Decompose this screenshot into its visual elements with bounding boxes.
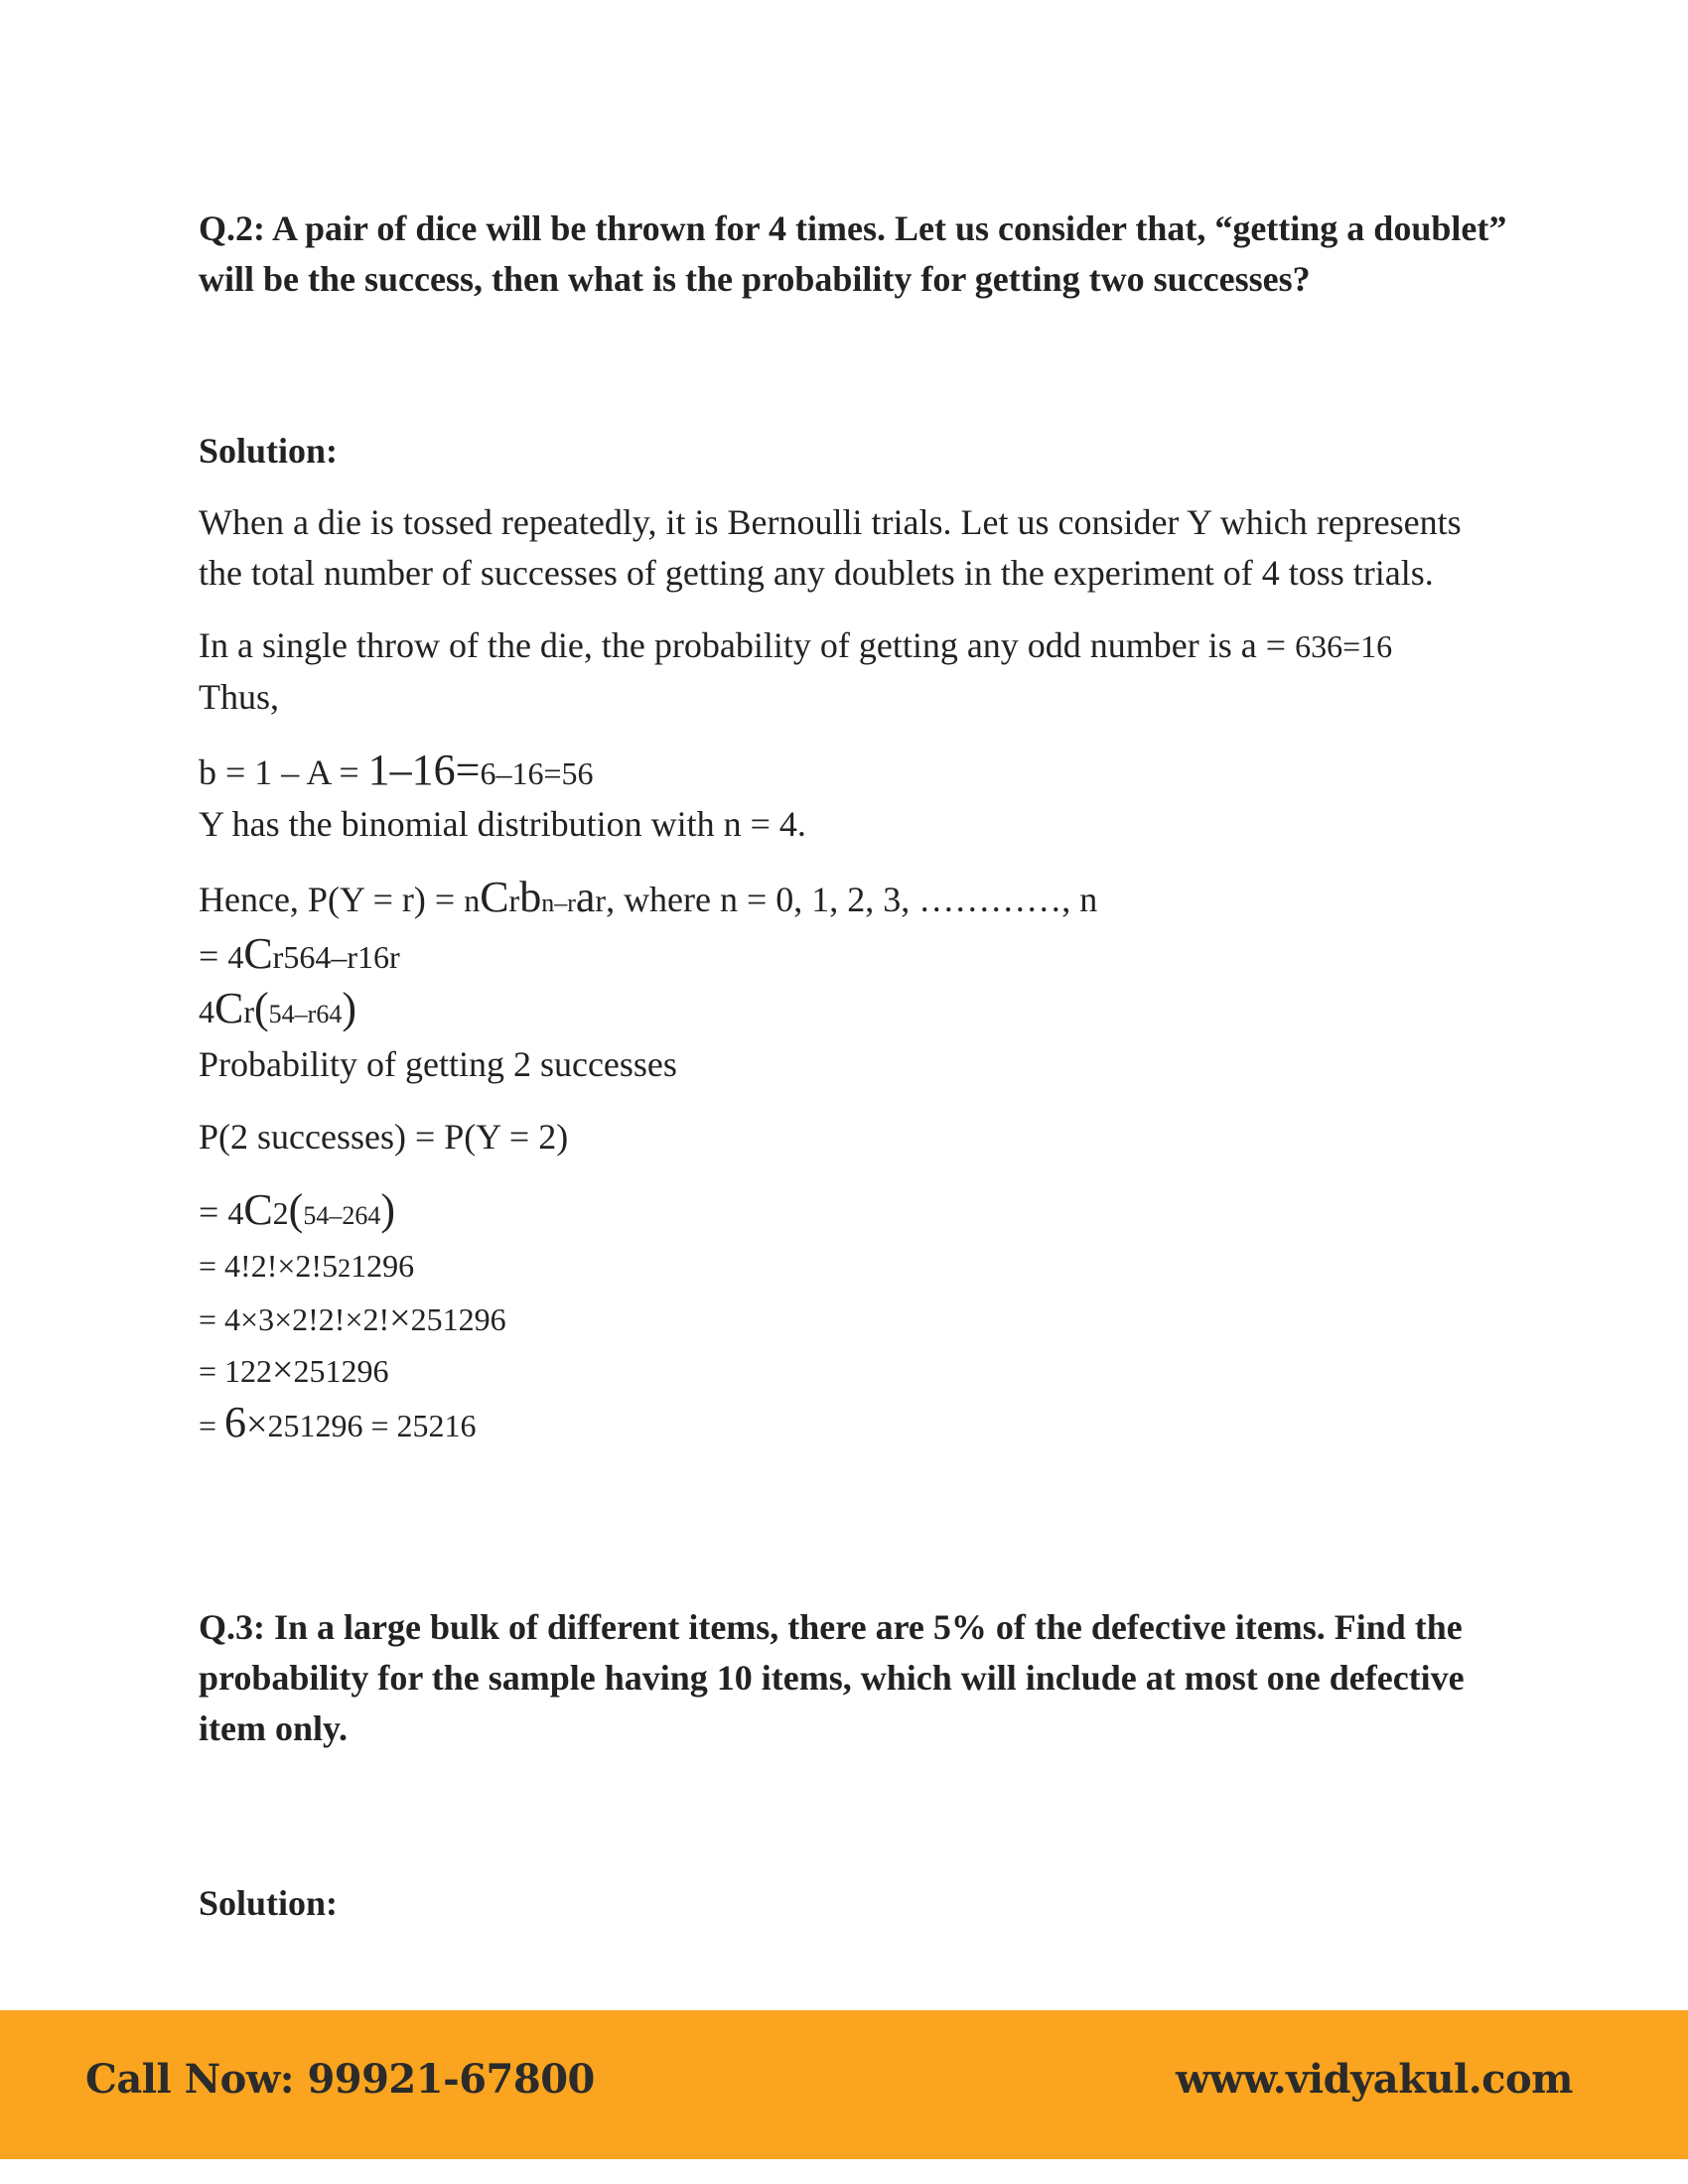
solution-paragraph-bernoulli: When a die is tossed repeatedly, it is Bernoulli trials. Let us consider Y which represents the total number of successes of getting any doublets in the experiment of 4 toss trials.	[199, 502, 1462, 593]
eq2-close-paren: )	[342, 984, 356, 1032]
b-equation-prefix: b = 1 – A =	[199, 752, 368, 792]
step5-b: 251296 = 25216	[267, 1408, 477, 1443]
hence-suffix: , where n = 0, 1, 2, 3, …………, n	[606, 880, 1098, 919]
step-line-4	[199, 1345, 1509, 1397]
bottom-margin	[0, 2159, 1688, 2184]
spacer	[199, 1451, 1509, 1602]
step-line-5	[199, 1397, 1509, 1451]
eq2-C: C	[214, 984, 244, 1032]
hence-C: C	[480, 873, 509, 921]
spacer	[199, 305, 1509, 426]
b-equation-line	[199, 745, 1509, 799]
website-link[interactable]: www.vidyakul.com	[1175, 2056, 1573, 2103]
step1-close-paren: )	[380, 1185, 395, 1234]
spacer	[199, 1162, 1509, 1184]
solution-heading-q2: Solution:	[199, 431, 339, 471]
eq2-four: 4	[199, 994, 214, 1029]
hence-r: r	[508, 883, 520, 918]
b-equation-big: 1–16=	[367, 746, 481, 794]
binomial-distribution-line: Y has the binomial distribution with n = 4.	[199, 804, 806, 844]
eq1-prefix: =	[199, 936, 228, 976]
page-content	[199, 204, 1509, 1928]
step5-a: =	[199, 1408, 225, 1443]
question-3: Q.3: In a large bulk of different items, there are 5% of the defective items. Find the probability for the sample having 10 items, which will include at most one defective item only.	[199, 1607, 1465, 1748]
step5-six: 6	[224, 1398, 247, 1446]
step1-four: 4	[227, 1195, 244, 1231]
hence-exponent-1: n–r	[541, 888, 576, 917]
eq1-C: C	[243, 929, 273, 978]
hence-formula-line	[199, 872, 1509, 928]
step2-a: = 4!2!×2!5	[199, 1248, 339, 1284]
eq2-inner: 54–r64	[268, 1000, 343, 1028]
solution-paragraph-single-throw	[199, 620, 1509, 723]
spacer	[199, 1754, 1509, 1878]
spacer	[199, 1090, 1509, 1112]
equation-line-2	[199, 983, 1509, 1039]
eq2-open-paren: (	[254, 984, 269, 1032]
hence-a: a	[575, 873, 596, 921]
equation-line-1	[199, 928, 1509, 983]
spacer	[199, 850, 1509, 872]
step2-sub: 2	[338, 1254, 352, 1283]
step1-prefix: =	[199, 1192, 228, 1232]
step2-b: 1296	[351, 1248, 415, 1284]
step1-two: 2	[272, 1195, 289, 1231]
step-line-1	[199, 1184, 1509, 1241]
hence-exponent-2: r	[595, 883, 607, 918]
eq1-rest: r564–r16r	[272, 939, 400, 975]
spacer	[199, 476, 1509, 497]
hence-n: n	[464, 883, 481, 918]
p-two-successes-line: P(2 successes) = P(Y = 2)	[199, 1117, 569, 1157]
spacer	[199, 599, 1509, 620]
call-now-text[interactable]: Call Now: 99921-67800	[85, 2056, 595, 2103]
step-line-3	[199, 1294, 1509, 1345]
step4-b: 251296	[293, 1353, 389, 1389]
hence-prefix: Hence, P(Y = r) =	[199, 880, 465, 919]
step1-C: C	[243, 1185, 273, 1234]
single-throw-text: In a single throw of the die, the probability of getting any odd number is a =	[199, 625, 1296, 665]
spacer	[199, 723, 1509, 745]
step3-b: 251296	[410, 1301, 506, 1337]
eq2-r: r	[243, 994, 255, 1029]
step-line-2	[199, 1241, 1509, 1294]
probability-two-successes: Probability of getting 2 successes	[199, 1044, 677, 1084]
step5-times: ×	[246, 1404, 268, 1445]
thus-text: Thus,	[199, 677, 279, 717]
b-equation-rest: 6–16=56	[480, 755, 594, 791]
step1-inner: 54–264	[303, 1201, 381, 1230]
hence-b: b	[519, 873, 542, 921]
question-2: Q.2: A pair of dice will be thrown for 4 times. Let us consider that, “getting a doublet” will be the success, then what is the probability for getting two successes?	[199, 208, 1507, 299]
step4-times: ×	[272, 1349, 294, 1391]
single-throw-fraction: 636=16	[1295, 628, 1393, 664]
step1-open-paren: (	[288, 1185, 304, 1234]
step3-a: = 4×3×2!2!×2!	[199, 1301, 390, 1337]
step4-a: = 122	[199, 1353, 273, 1389]
solution-heading-q3: Solution:	[199, 1883, 339, 1923]
step3-times: ×	[389, 1297, 411, 1339]
eq1-four: 4	[227, 939, 244, 975]
footer-banner	[0, 2010, 1688, 2159]
